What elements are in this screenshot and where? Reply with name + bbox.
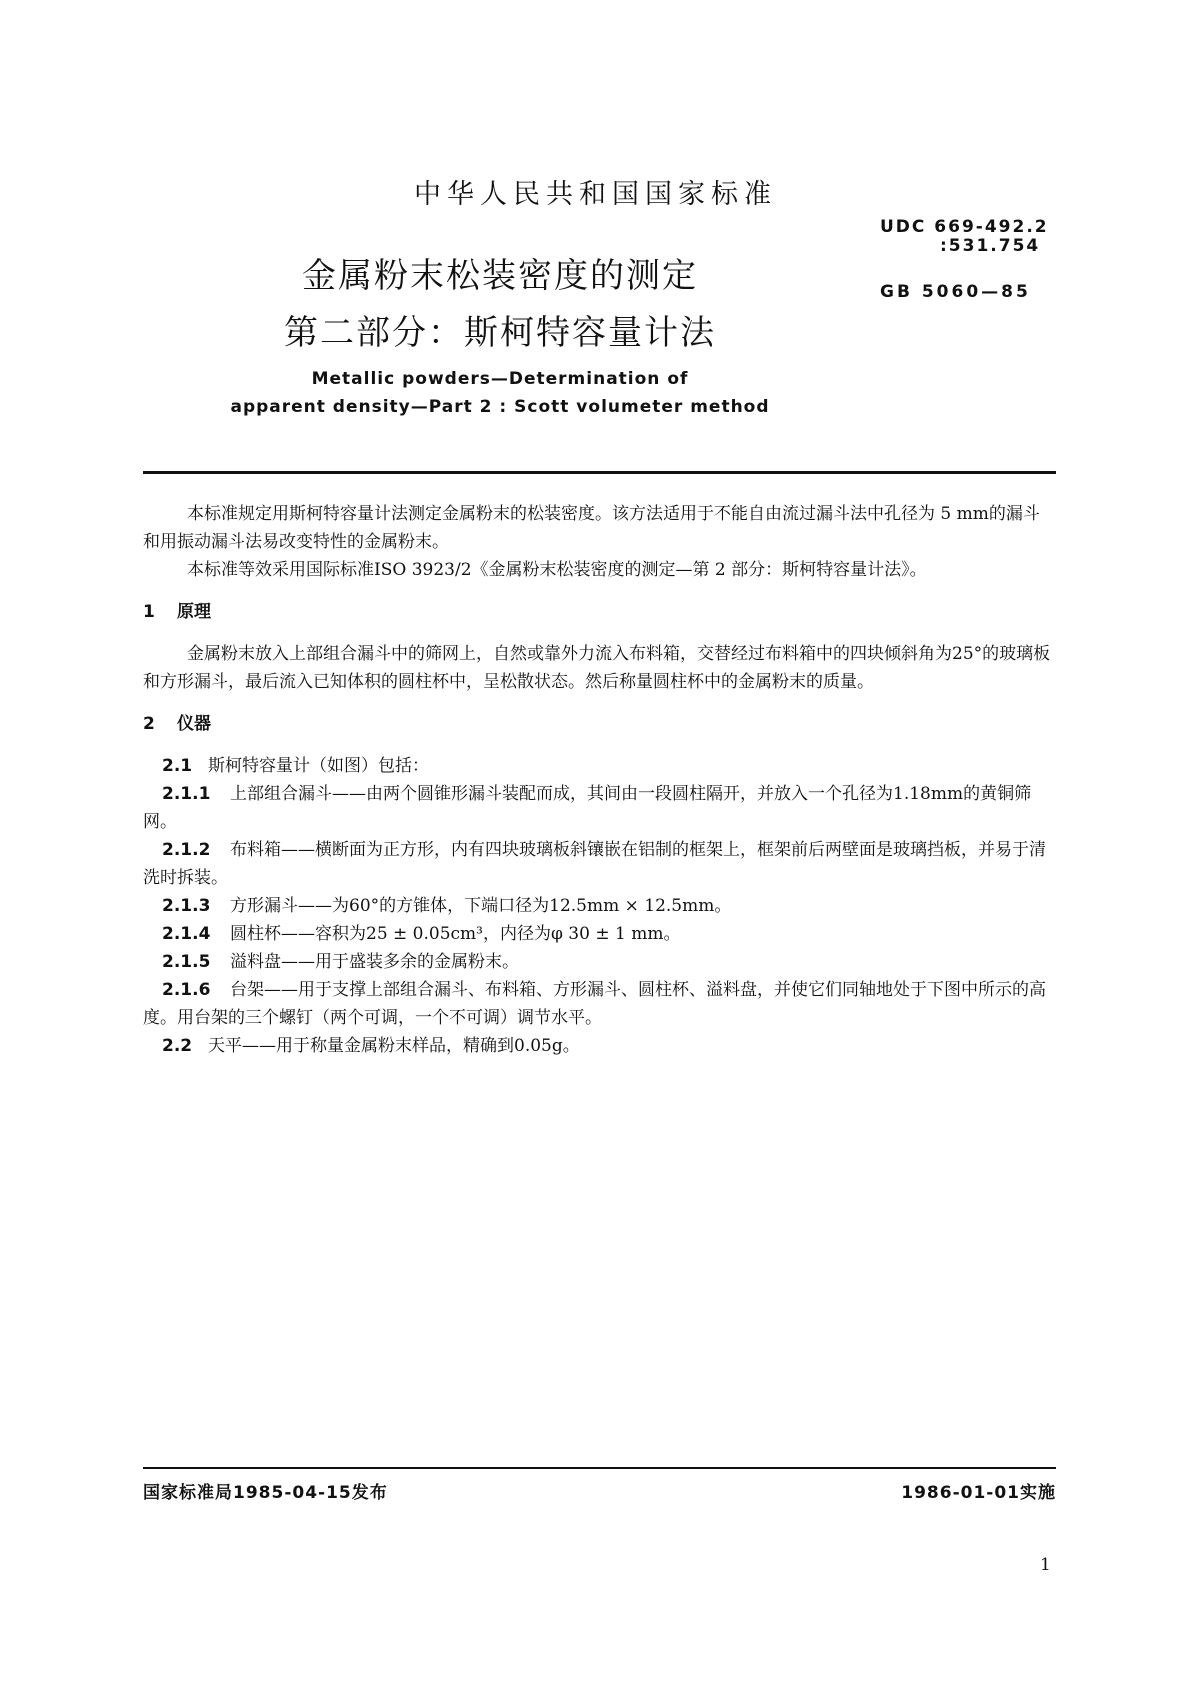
clause-2-1-1: 2.1.1 上部组合漏斗——由两个圆锥形漏斗装配而成，其间由一段圆柱隔开，并放入一个孔径为1.18mm的黄铜筛网。 <box>143 784 1032 832</box>
document-body <box>143 500 1056 1060</box>
effective-date: 1986-01-01实施 <box>901 1483 1056 1503</box>
gb-number: GB 5060—85 <box>880 282 1031 302</box>
section-2-title: 仪器 <box>177 714 211 734</box>
clause-2-1-4: 2.1.4 圆柱杯——容积为25 ± 0.05cm³，内径为φ 30 ± 1 mm。 <box>162 924 681 944</box>
title-cn-line-1: 金属粉末松装密度的测定 <box>302 256 698 296</box>
clause-2-1-3: 2.1.3 方形漏斗——为60°的方锥体，下端口径为12.5mm × 12.5mm。 <box>162 896 732 916</box>
issue-date: 国家标准局1985-04-15发布 <box>143 1483 388 1503</box>
page-number: 1 <box>1040 1555 1051 1575</box>
title-en-line-2: apparent density—Part 2 : Scott volumeter method <box>230 397 770 417</box>
title-en-line-1: Metallic powders—Determination of <box>311 369 689 389</box>
footer-divider <box>143 1467 1056 1469</box>
section-1-heading <box>143 598 1056 626</box>
clause-2-1: 2.1 斯柯特容量计（如图）包括： <box>162 756 429 776</box>
section-2-number: 2 <box>143 714 155 734</box>
clause-2-1-5: 2.1.5 溢料盘——用于盛装多余的金属粉末。 <box>162 952 519 972</box>
intro-paragraph-1: 本标准规定用斯柯特容量计法测定金属粉末的松装密度。该方法适用于不能自由流过漏斗法中孔径为 5 mm的漏斗和用振动漏斗法易改变特性的金属粉末。 <box>143 504 1040 552</box>
section-1-title: 原理 <box>177 602 211 622</box>
udc-line-2: :531.754 <box>940 236 1041 256</box>
section-1-text: 金属粉末放入上部组合漏斗中的筛网上，自然或靠外力流入布料箱，交替经过布料箱中的四块倾斜角为25°的玻璃板和方形漏斗，最后流入已知体积的圆柱杯中，呈松散状态。然后称量圆柱杯中的金属粉末的质量。 <box>143 644 1051 692</box>
clause-2-1-2: 2.1.2 布料箱——横断面为正方形，内有四块玻璃板斜镶嵌在铝制的框架上，框架前后两壁面是玻璃挡板，并易于清洗时拆装。 <box>143 840 1046 888</box>
section-2-heading <box>143 710 1056 738</box>
udc-line-1: UDC 669-492.2 <box>880 217 1049 237</box>
clause-2-2: 2.2 天平——用于称量金属粉末样品，精确到0.05g。 <box>162 1036 580 1056</box>
title-cn-line-2: 第二部分：斯柯特容量计法 <box>284 313 716 353</box>
header-divider <box>143 471 1056 474</box>
national-standard-heading: 中华人民共和国国家标准 <box>414 179 777 210</box>
clause-2-1-6: 2.1.6 台架——用于支撑上部组合漏斗、布料箱、方形漏斗、圆柱杯、溢料盘，并使它们同轴地处于下图中所示的高度。用台架的三个螺钉（两个可调，一个不可调）调节水平。 <box>143 980 1046 1028</box>
section-1-number: 1 <box>143 602 155 622</box>
intro-paragraph-2: 本标准等效采用国际标准ISO 3923/2《金属粉末松装密度的测定—第 2 部分：斯柯特容量计法》。 <box>187 560 927 580</box>
